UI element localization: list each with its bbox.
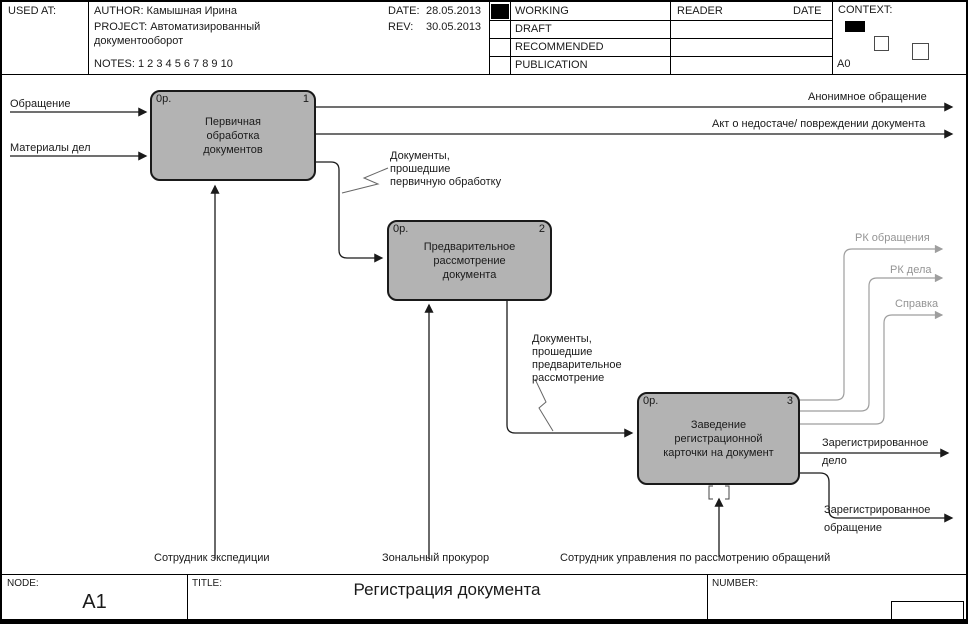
footer-bar [2,574,966,622]
rev-label: REV: [388,21,414,33]
flow-arrow-box1-to-box2 [315,162,382,258]
date-value: 28.05.2013 [426,5,482,17]
node-value: A1 [82,591,107,613]
status-draft: DRAFT [515,23,552,35]
input-label-materialy-del: Материалы дел [10,142,91,154]
gray-output-arrow-spravka [799,315,942,424]
activity-box-zavedenie-kartochki[interactable] [637,392,800,485]
output-label-zaregistrirovannoe-obrashchenie-line1: Зарегистрированное [824,504,931,516]
reader-date-label: DATE [793,5,822,17]
output-label-zaregistrirovannoe-obrashchenie-line2: обращение [824,522,883,534]
context-node-id: A0 [837,58,851,70]
node-label: NODE: [7,578,39,589]
rev-value: 30.05.2013 [426,21,482,33]
gray-output-label-spravka: Справка [895,298,939,310]
output-label-anonimnoe: Анонимное обращение [808,91,927,103]
status-publication: PUBLICATION [515,59,588,71]
output-label-akt: Акт о недостаче/ повреждении документа [712,118,926,130]
tunnel-brackets [709,486,729,499]
author-text: AUTHOR: Камышная Ирина [94,5,237,17]
project-text-line2: документооборот [94,35,184,47]
project-text: PROJECT: Автоматизированный [94,21,261,33]
flow-label-pervichnaya-obrabotka: Документы, прошедшие первичную обработку [390,150,502,188]
notes-text: NOTES: 1 2 3 4 5 6 7 8 9 10 [94,58,233,70]
activity-box-pervichnaya-obrabotka[interactable] [150,90,316,181]
box-title: Первичная обработка документов [203,115,263,156]
context-label: CONTEXT: [838,4,893,16]
box-number: 2 [538,223,545,235]
status-recommended: RECOMMENDED [515,41,604,53]
label-squiggle-2 [535,379,553,431]
box-number: 3 [786,395,793,407]
date-label: DATE: [388,5,420,17]
box-cost: 0р. [393,223,409,235]
input-label-obrashchenie: Обращение [10,98,71,110]
box-cost: 0р. [156,93,172,105]
gray-output-label-rk-obrashcheniya: РК обращения [855,232,930,244]
box-title: Предварительное рассмотрение документа [423,240,516,281]
flow-label-predvaritelnoe-rassmotrenie: Документы, прошедшие предварительное рассмотрение [532,333,622,384]
gray-output-label-rk-dela: РК дела [890,264,932,276]
output-label-zaregistrirovannoe-delo-line1: Зарегистрированное [822,437,929,449]
status-working: WORKING [515,5,569,17]
box-title: Заведение регистрационной карточки на документ [663,418,774,459]
box-number: 1 [302,93,309,105]
footer-divider [707,575,708,622]
diagram-title: Регистрация документа [353,580,541,599]
activity-box-predvaritelnoe-rassmotrenie[interactable] [387,220,552,301]
number-corner-box [891,601,964,623]
label-squiggle-1 [342,168,388,193]
mechanism-label-ekspediciya: Сотрудник экспедиции [154,552,270,564]
mechanism-label-prokuror: Зональный прокурор [382,552,490,564]
title-label: TITLE: [192,578,223,589]
mechanism-label-upravlenie: Сотрудник управления по рассмотрению обращений [560,552,831,564]
used-at-label: USED AT: [8,5,57,17]
box-cost: 0р. [643,395,659,407]
number-label: NUMBER: [712,578,759,589]
reader-label: READER [677,5,723,17]
output-label-zaregistrirovannoe-delo-line2: дело [822,455,847,467]
